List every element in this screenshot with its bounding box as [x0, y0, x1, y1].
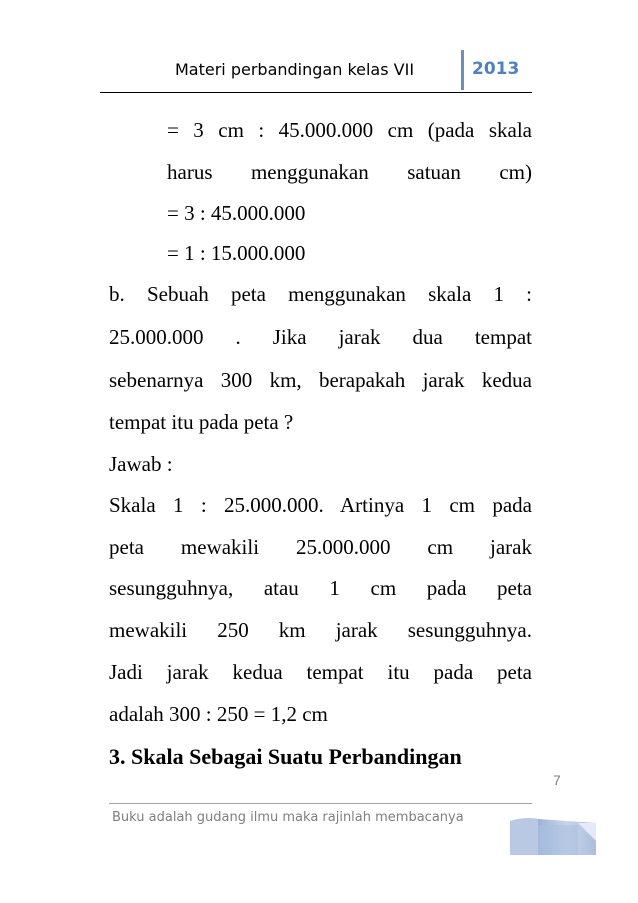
- body-line: sebenarnya 300 km, berapakah jarak kedua: [109, 368, 532, 392]
- body-line: b. Sebuah peta menggunakan skala 1 :: [109, 282, 532, 306]
- body-line: = 1 : 15.000.000: [167, 241, 306, 265]
- body-line: adalah 300 : 250 = 1,2 cm: [109, 702, 328, 726]
- body-line: Jawab :: [109, 452, 173, 476]
- header-rule: [100, 92, 532, 93]
- body-line: sesungguhnya, atau 1 cm pada peta: [109, 576, 532, 600]
- body-line: peta mewakili 25.000.000 cm jarak: [109, 535, 532, 559]
- body-line: = 3 : 45.000.000: [167, 201, 306, 225]
- body-line: Jadi jarak kedua tempat itu pada peta: [109, 660, 532, 684]
- body-line: harus menggunakan satuan cm): [167, 160, 532, 184]
- header-year: 2013: [472, 59, 520, 79]
- body-line: tempat itu pada peta ?: [109, 410, 294, 434]
- page-number: 7: [553, 772, 561, 788]
- header-divider: [461, 50, 464, 90]
- header-title: Materi perbandingan kelas VII: [175, 60, 415, 79]
- body-line: = 3 cm : 45.000.000 cm (pada skala: [167, 118, 532, 142]
- section-heading: 3. Skala Sebagai Suatu Perbandingan: [109, 744, 462, 769]
- footer-rule: [109, 803, 532, 804]
- folded-page-decoration: [508, 815, 598, 855]
- body-line: Skala 1 : 25.000.000. Artinya 1 cm pada: [109, 493, 532, 517]
- body-line: mewakili 250 km jarak sesungguhnya.: [109, 618, 532, 642]
- body-line: 25.000.000 . Jika jarak dua tempat: [109, 325, 532, 349]
- footer-text: Buku adalah gudang ilmu maka rajinlah membacanya: [112, 810, 464, 825]
